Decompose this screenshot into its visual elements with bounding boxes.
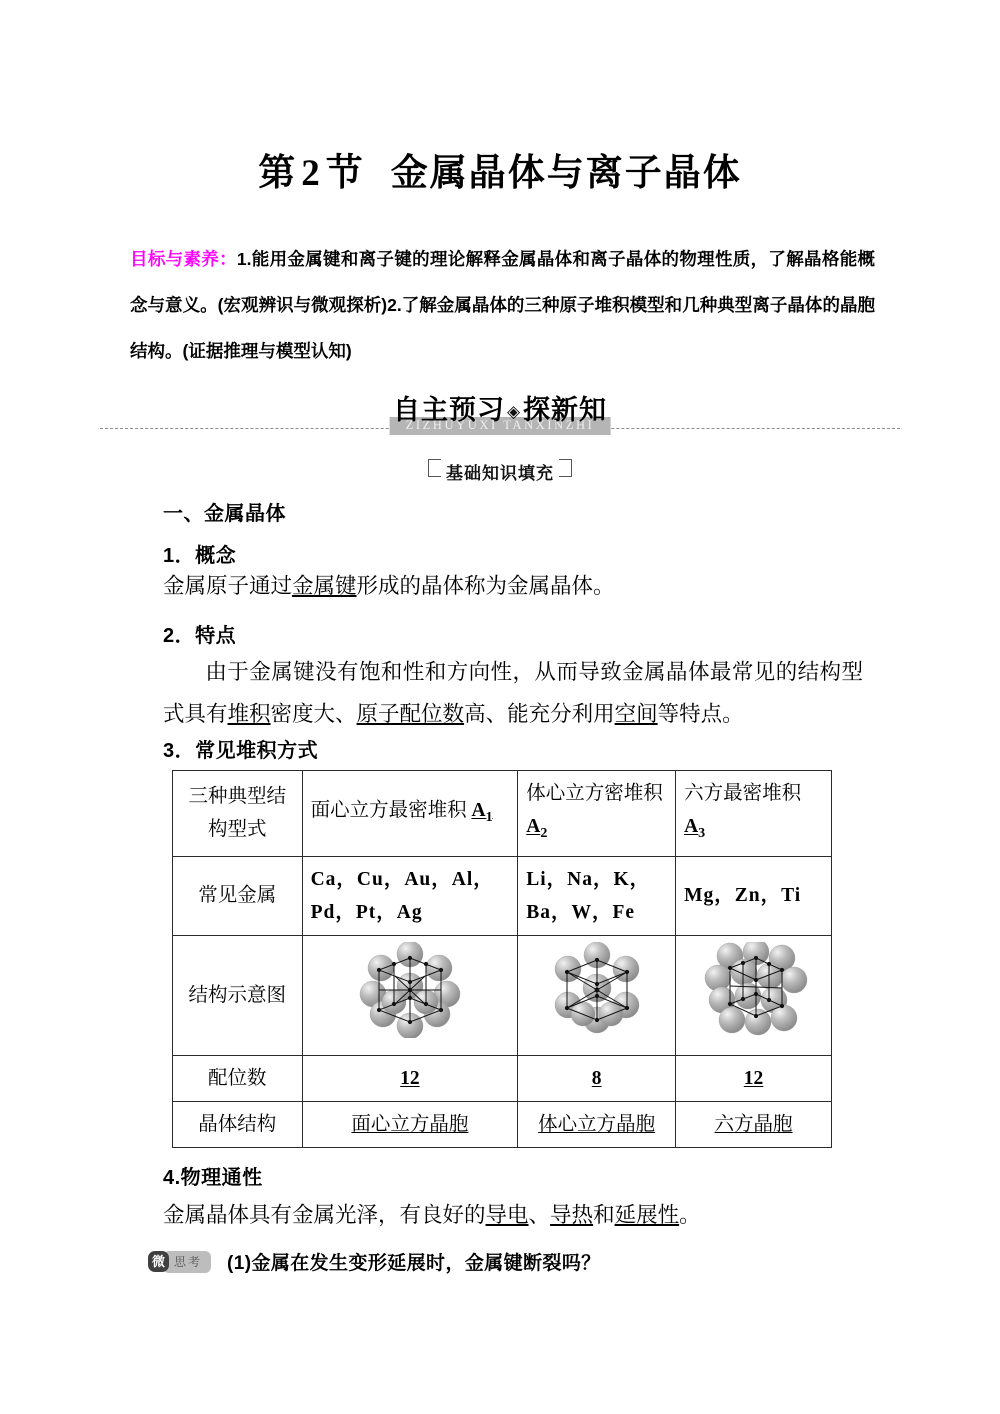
table-metals-col-1-line-1: Ca，Cu，Au，Al， bbox=[310, 868, 494, 890]
table-diagram-col-3 bbox=[676, 935, 832, 1055]
objectives-block bbox=[130, 236, 875, 374]
feature-text-d: 等特点。 bbox=[657, 702, 744, 726]
stacking-modes-table bbox=[172, 770, 832, 1148]
phys-blank-ductility: 延展性 bbox=[614, 1203, 680, 1227]
table-coordination-col-2: 8 bbox=[518, 1055, 676, 1101]
table-structure-col-1: 面心立方晶胞 bbox=[302, 1101, 518, 1147]
feature-blank-stacking: 堆积 bbox=[227, 702, 271, 726]
table-header-col-2-symbol: $A_2$ bbox=[526, 816, 548, 841]
heading-metal-crystal bbox=[163, 498, 863, 529]
phys-blank-conductivity: 导电 bbox=[485, 1203, 529, 1227]
table-structure-col-3: 六方晶胞 bbox=[676, 1101, 832, 1147]
table-diagram-label: 结构示意图 bbox=[173, 935, 303, 1055]
table-header-col-3 bbox=[676, 771, 832, 857]
table-metals-label: 常见金属 bbox=[173, 856, 303, 935]
subsection-label-wrap bbox=[0, 458, 1000, 486]
phys-text-d: 。 bbox=[679, 1203, 701, 1227]
table-header-col-1-symbol: $A_1$ bbox=[471, 799, 493, 825]
phys-text-b: 、 bbox=[528, 1203, 551, 1227]
table-coordination-label: 配位数 bbox=[173, 1055, 303, 1101]
table-header-col-3-text: 六方最密堆积 bbox=[684, 783, 802, 804]
table-row-header bbox=[173, 771, 832, 857]
heading-stacking-modes-text: 3．常见堆积方式 bbox=[163, 740, 319, 762]
table-header-col-2 bbox=[518, 771, 676, 857]
table-structure-label: 晶体结构 bbox=[173, 1101, 303, 1147]
section-banner bbox=[100, 388, 900, 440]
table-diagram-col-2 bbox=[518, 935, 676, 1055]
objectives-label: 目标与素养： bbox=[130, 249, 237, 269]
table-metals-col-1 bbox=[302, 856, 518, 935]
phys-text-a: 金属晶体具有金属光泽，有良好的 bbox=[163, 1203, 486, 1227]
diamond-icon: ◈ bbox=[506, 402, 522, 421]
physical-properties-paragraph bbox=[163, 1200, 863, 1231]
subsection-label-text: 基础知识填充 bbox=[446, 464, 554, 483]
page-title-prefix: 第 bbox=[258, 152, 298, 193]
table-header-col-3-symbol: $A_3$ bbox=[684, 816, 706, 841]
feature-block bbox=[163, 622, 863, 735]
table-row-metals bbox=[173, 856, 832, 935]
table-diagram-col-1 bbox=[302, 935, 518, 1055]
page-title-number: 2 bbox=[301, 153, 322, 194]
feature-blank-coordination: 原子配位数 bbox=[356, 702, 465, 726]
table-structure-col-2: 体心立方晶胞 bbox=[518, 1101, 676, 1147]
objectives-line-3: 原子堆积模型和几种典型离子晶体的晶胞结构。(证据推理与模型认知) bbox=[130, 295, 876, 361]
objectives-line-2: 理性质，了解晶格能概念与意义。(宏观辨识与微观探析)2.了解金属晶体的三种 bbox=[130, 249, 876, 315]
table-metals-col-2-line-1: Li，Na，K， bbox=[526, 868, 651, 890]
fcc-structure-icon bbox=[351, 942, 469, 1038]
feature-text-a: 由于金属键没有饱和性和方向性，从而导致金属晶体最常见的结构型式具有 bbox=[163, 660, 863, 726]
feature-paragraph bbox=[163, 651, 863, 735]
heading-physical-properties bbox=[163, 1162, 863, 1193]
table-row-diagrams bbox=[173, 935, 832, 1055]
think-question-text: (1)金属在发生变形延展时，金属键断裂吗？ bbox=[227, 1253, 601, 1274]
page-title-unit: 节 bbox=[325, 152, 365, 193]
banner-title-right: 探新知 bbox=[523, 395, 608, 425]
heading-stacking-modes bbox=[163, 735, 863, 766]
page-title-name: 金属晶体与离子晶体 bbox=[390, 152, 742, 193]
concept-text-b: 形成的晶体称为金属晶体。 bbox=[356, 574, 615, 598]
think-badge-secondary: 思考 bbox=[163, 1251, 211, 1273]
phys-text-c: 和 bbox=[593, 1203, 615, 1227]
bcc-structure-icon bbox=[543, 942, 651, 1038]
feature-text-b: 密度大、 bbox=[270, 702, 357, 726]
heading-metal-crystal-text: 一、金属晶体 bbox=[163, 503, 286, 525]
subsection-label bbox=[432, 458, 568, 486]
feature-text-c: 高、能充分利用 bbox=[464, 702, 615, 726]
concept-block bbox=[163, 542, 863, 602]
table-row-coordination bbox=[173, 1055, 832, 1101]
table-coordination-col-1: 12 bbox=[302, 1055, 518, 1101]
think-question-row bbox=[148, 1248, 888, 1275]
table-metals-col-1-line-2: Pd，Pt，Ag bbox=[310, 901, 423, 923]
table-header-col-1-text: 面心立方最密堆积 bbox=[310, 799, 467, 821]
phys-blank-thermal: 导热 bbox=[550, 1203, 594, 1227]
table-metals-col-3-line-1: Mg，Zn，Ti bbox=[684, 885, 802, 907]
page-title bbox=[0, 142, 1000, 196]
table-header-label: 三种典型结构型式 bbox=[173, 771, 303, 857]
table-metals-col-3 bbox=[676, 856, 832, 935]
heading-physical-properties-text: 4.物理通性 bbox=[163, 1167, 263, 1189]
concept-text-a: 金属原子通过 bbox=[163, 574, 293, 598]
banner-title bbox=[100, 388, 900, 427]
table-header-col-2-text: 体心立方密堆积 bbox=[526, 783, 663, 804]
banner-pinyin: ZIZHUYUXI TANXINZHI bbox=[390, 417, 611, 435]
heading-concept: 1．概念 bbox=[163, 545, 237, 567]
table-metals-col-2-line-2: Ba，W，Fe bbox=[526, 901, 636, 923]
table-header-col-1 bbox=[302, 771, 518, 857]
table-coordination-col-3: 12 bbox=[676, 1055, 832, 1101]
hcp-structure-icon bbox=[698, 942, 810, 1038]
concept-paragraph bbox=[163, 571, 863, 602]
table-metals-col-2 bbox=[518, 856, 676, 935]
think-badge-primary: 微 bbox=[148, 1251, 169, 1272]
concept-blank-metal-bond: 金属键 bbox=[292, 574, 357, 598]
objectives-line-1: 1.能用金属键和离子键的理论解释金属晶体和离子晶体的物 bbox=[236, 249, 698, 269]
feature-blank-space: 空间 bbox=[614, 702, 658, 726]
think-badge bbox=[148, 1251, 211, 1273]
heading-feature: 2．特点 bbox=[163, 625, 237, 647]
table-row-structure bbox=[173, 1101, 832, 1147]
banner-title-left: 自主预习 bbox=[392, 395, 505, 425]
